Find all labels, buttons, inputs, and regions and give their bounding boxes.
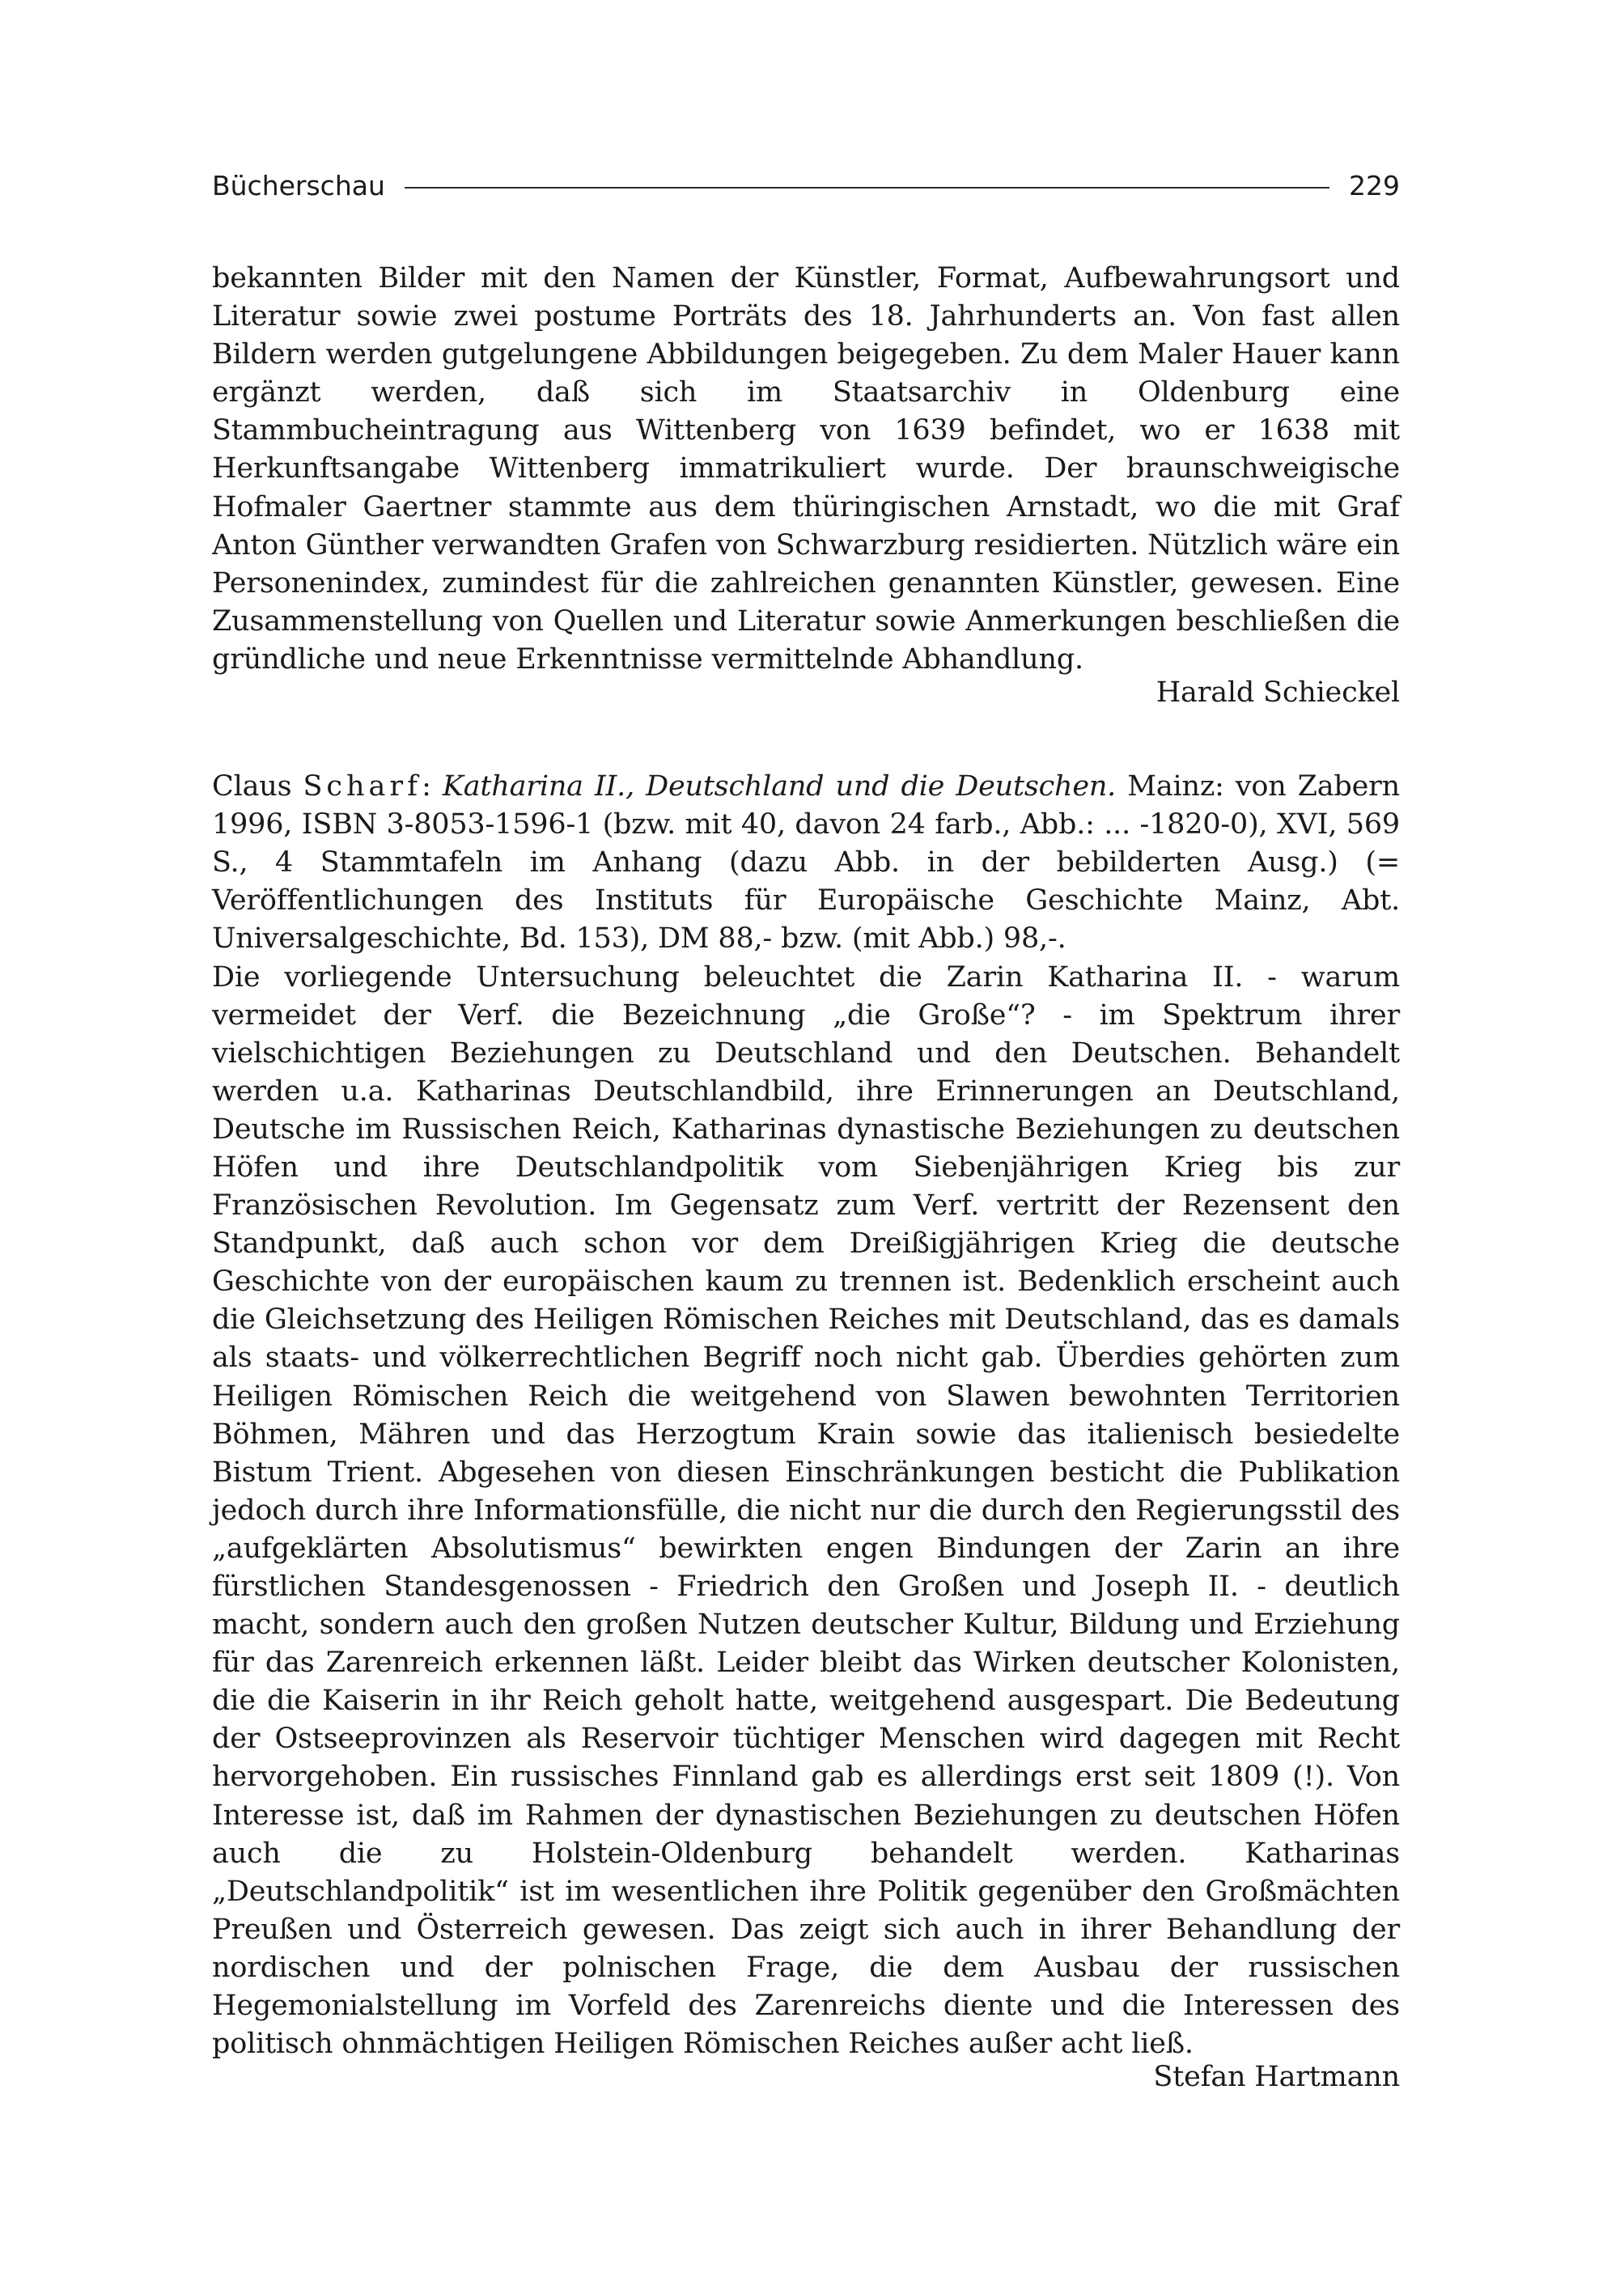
book-citation: Claus Scharf: Katharina II., Deutschland und die Deutschen. Mainz: von Zabern 1996, ISBN 3-8053-1596-1 (bzw. mit 40, davon 24 farb., Abb.: ... -1820-0), XVI, 569 S., 4 Stammtafeln im Anhang (dazu Abb. in der bebilderten Ausg.) (= Veröffentlichungen des Instituts für Europäische Geschichte Mainz, Abt. Universalgeschichte, Bd. 153), DM 88,- bzw. (mit Abb.) 98,-. xyxy=(212,770,1400,956)
page-number: 229 xyxy=(1349,170,1400,201)
review-body: bekannten Bilder mit den Namen der Künstler, Format, Aufbewahrungsort und Literatur sowie zwei postume Porträts des 18. Jahrhunderts an. Von fast allen Bildern werden gutgelungene Abbildungen beigegeben. Zu dem Maler Hauer kann ergänzt werden, daß sich im Staatsarchiv in Oldenburg eine Stammbucheintragung aus Wittenberg von 1639 befindet, wo er 1638 mit Herkunftsangabe Wittenberg immatrikuliert wurde. Der braunschweigische Hofmaler Gaertner stammte aus dem thüringischen Arnstadt, wo die mit Graf Anton Günther verwandten Grafen von Schwarzburg residierten. Nützlich wäre ein Personenindex, zumindest für die zahlreichen genannten Künstler, gewesen. Eine Zusammenstellung von Quellen und Literatur sowie Anmerkungen beschließen die gründliche und neue Erkenntnisse vermittelnde Abhandlung. xyxy=(212,262,1400,676)
author-last-name: Scharf xyxy=(303,770,422,803)
book-bibliography: Mainz: von Zabern 1996, ISBN 3-8053-1596-1 (bzw. mit 40, davon 24 farb., Abb.: ... -1820-0), XVI, 569 S., 4 Stammtafeln im Anhang (dazu Abb. in der bebilderten Ausg.) (= Veröffentlichungen des Instituts für Europäische Geschichte Mainz, Abt. Universalgeschichte, Bd. 153), DM 88,- bzw. (mit Abb.) 98,-. xyxy=(212,770,1400,956)
review-body: Die vorliegende Untersuchung beleuchtet die Zarin Katharina II. - warum vermeidet der Verf. die Bezeichnung „die Große“? - im Spektrum ihrer vielschichtigen Beziehungen zu Deutschland und den Deutschen. Behandelt werden u.a. Katharinas Deutschlandbild, ihre Erinnerungen an Deutschland, Deutsche im Russischen Reich, Katharinas dynastische Beziehungen zu deutschen Höfen und ihre Deutschlandpolitik vom Siebenjährigen Krieg bis zur Französischen Revolution. Im Gegensatz zum Verf. vertritt der Rezensent den Standpunkt, daß auch schon vor dem Dreißigjährigen Krieg die deutsche Geschichte von der europäischen kaum zu trennen ist. Bedenklich erscheint auch die Gleichsetzung des Heiligen Römischen Reiches mit Deutschland, das es damals als staats- und völkerrechtlichen Begriff noch nicht gab. Überdies gehörten zum Heiligen Römischen Reich die weitgehend von Slawen bewohnten Territorien Böhmen, Mähren und das Herzogtum Krain sowie das italienisch besiedelte Bistum Trient. Abgesehen von diesen Einschränkungen besticht die Publikation jedoch durch ihre Informationsfülle, die nicht nur die durch den Regierungsstil des „aufgeklärten Absolutismus“ bewirkten engen Bindungen der Zarin an ihre fürstlichen Standesgenossen - Friedrich den Großen und Joseph II. - deutlich macht, sondern auch den großen Nutzen deutscher Kultur, Bildung und Erziehung für das Zarenreich erkennen läßt. Leider bleibt das Wirken deutscher Kolonisten, die die Kaiserin in ihr Reich geholt hatte, weitgehend ausgespart. Die Bedeutung der Ostseeprovinzen als Reservoir tüchtiger Menschen wird dagegen mit Recht hervorgehoben. Ein russisches Finnland gab es allerdings erst seit 1809 (!). Von Interesse ist, daß im Rahmen der dynastischen Beziehungen zu deutschen Höfen auch die zu Holstein-Oldenburg behandelt werden. Katharinas „Deutschlandpolitik“ ist im wesentlichen ihre Politik gegenüber den Großmächten Preußen und Österreich gewesen. Das zeigt sich auch in ihrer Behandlung der nordischen und der polnischen Frage, die dem Ausbau der russischen Hegemonialstellung im Vorfeld des Zarenreichs diente und die Interessen des politisch ohnmächtigen Heiligen Römischen Reiches außer acht ließ. xyxy=(212,960,1400,2061)
running-head xyxy=(212,162,1400,210)
reviewer-signature: Stefan Hartmann xyxy=(1153,2061,1400,2094)
author-first-name: Claus xyxy=(212,770,292,803)
header-rule xyxy=(405,187,1329,189)
page xyxy=(212,162,1400,2096)
reviewer-signature: Harald Schieckel xyxy=(1155,676,1400,710)
book-title: Katharina II., Deutschland und die Deutschen. xyxy=(442,770,1117,803)
review-stefan-hartmann xyxy=(212,768,1400,2096)
review-harald-schieckel xyxy=(212,260,1400,712)
section-title: Bücherschau xyxy=(212,170,385,201)
